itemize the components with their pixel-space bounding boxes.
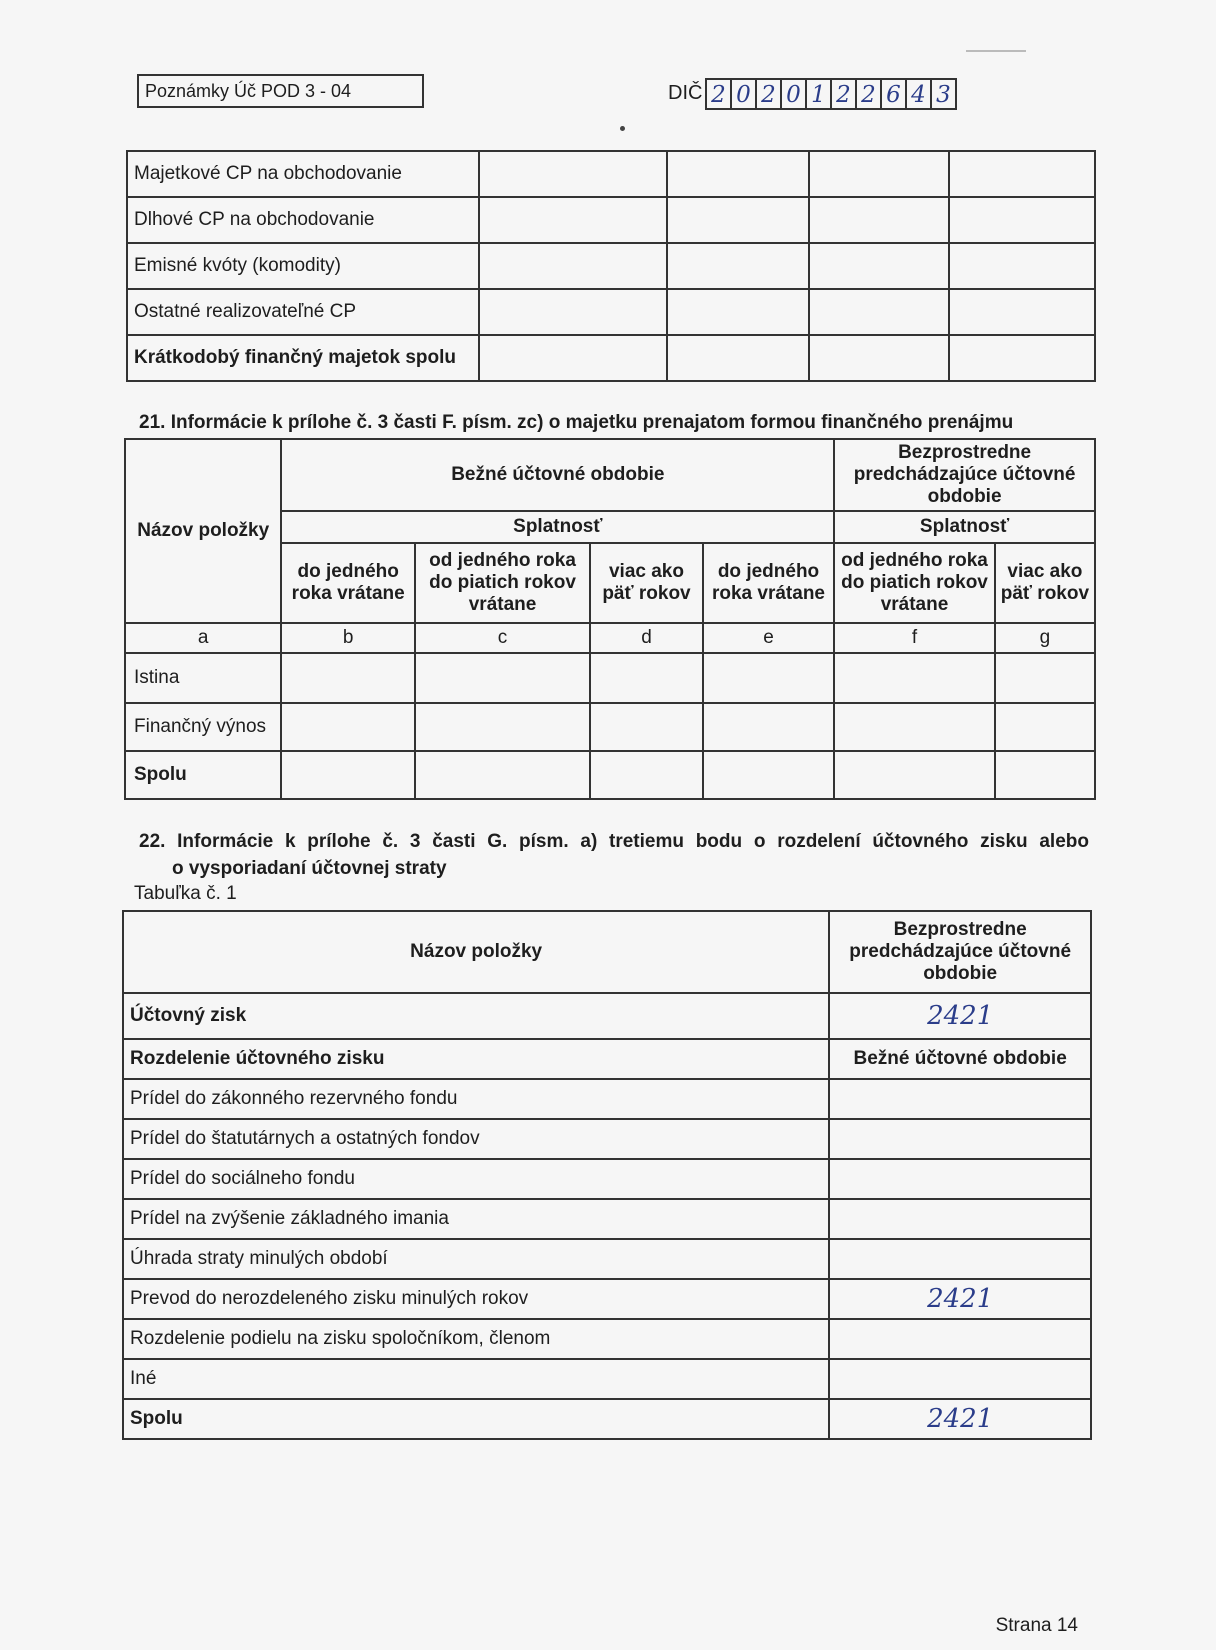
table-label: Tabuľka č. 1 xyxy=(134,883,237,904)
maturity-header: Splatnosť xyxy=(834,511,1095,543)
finance-lease-table xyxy=(124,438,1096,800)
maturity-col: do jedného roka vrátane xyxy=(703,543,834,623)
table-row xyxy=(123,1279,1091,1319)
value-cell[interactable] xyxy=(995,751,1095,799)
dic-digit: 2 xyxy=(755,78,782,110)
table-row xyxy=(127,151,1095,197)
section-22-title-cont: o vysporiadaní účtovnej straty xyxy=(172,858,447,879)
value-cell[interactable] xyxy=(829,1199,1091,1239)
maturity-col: viac ako päť rokov xyxy=(590,543,703,623)
table-row xyxy=(125,751,1095,799)
maturity-col: od jedného roka do piatich rokov vrátane xyxy=(834,543,995,623)
col-letter: a xyxy=(125,623,281,653)
dic-label: DIČ xyxy=(668,82,703,104)
value-cell[interactable] xyxy=(834,653,995,703)
row-label: Rozdelenie podielu na zisku spoločníkom, členom xyxy=(123,1319,829,1359)
value-cell[interactable] xyxy=(703,751,834,799)
value-cell[interactable] xyxy=(415,653,590,703)
value-cell[interactable]: 2421 xyxy=(829,1279,1091,1319)
value-cell[interactable] xyxy=(995,703,1095,751)
col-letter: f xyxy=(834,623,995,653)
row-label: Prevod do nerozdeleného zisku minulých rokov xyxy=(123,1279,829,1319)
value-cell[interactable] xyxy=(829,1159,1091,1199)
value-cell[interactable] xyxy=(479,243,667,289)
value-cell[interactable] xyxy=(667,289,809,335)
table-row xyxy=(123,993,1091,1039)
row-label: Spolu xyxy=(125,751,281,799)
value-cell[interactable] xyxy=(809,335,950,381)
value-cell[interactable] xyxy=(590,751,703,799)
page-number: Strana 14 xyxy=(995,1615,1078,1636)
total-value[interactable]: 2421 xyxy=(829,1399,1091,1439)
value-cell[interactable] xyxy=(479,335,667,381)
value-cell[interactable] xyxy=(667,243,809,289)
value-cell[interactable] xyxy=(281,751,415,799)
table-row xyxy=(125,703,1095,751)
value-cell[interactable] xyxy=(834,751,995,799)
value-cell[interactable] xyxy=(809,289,950,335)
value-cell[interactable] xyxy=(590,653,703,703)
profit-value[interactable]: 2421 xyxy=(829,993,1091,1039)
row-label: Iné xyxy=(123,1359,829,1399)
table-row xyxy=(127,243,1095,289)
value-cell[interactable] xyxy=(949,243,1095,289)
row-label: Emisné kvóty (komodity) xyxy=(127,243,479,289)
col-letter: g xyxy=(995,623,1095,653)
value-cell[interactable] xyxy=(809,243,950,289)
short-term-financial-table xyxy=(126,150,1096,382)
dic-digit: 0 xyxy=(780,78,807,110)
value-cell[interactable] xyxy=(995,653,1095,703)
value-cell[interactable] xyxy=(281,703,415,751)
row-label: Prídel do zákonného rezervného fondu xyxy=(123,1079,829,1119)
section-22-title: 22. Informácie k prílohe č. 3 časti G. písm. a) tretiemu bodu o rozdelení účtovného zisku alebo xyxy=(139,831,1089,852)
section-21-title: 21. Informácie k prílohe č. 3 časti F. písm. zc) o majetku prenajatom formou finančného prenájmu xyxy=(139,412,1014,433)
value-cell[interactable] xyxy=(829,1239,1091,1279)
dic-field xyxy=(707,78,957,110)
value-cell[interactable] xyxy=(281,653,415,703)
row-label: Istina xyxy=(125,653,281,703)
value-cell[interactable] xyxy=(829,1359,1091,1399)
value-cell[interactable] xyxy=(415,751,590,799)
dic-digit: 0 xyxy=(730,78,757,110)
col-letter: b xyxy=(281,623,415,653)
value-cell[interactable] xyxy=(829,1319,1091,1359)
value-cell[interactable] xyxy=(809,197,950,243)
dic-digit: 2 xyxy=(830,78,857,110)
form-label: Poznámky Úč POD 3 - 04 xyxy=(137,74,424,108)
value-cell[interactable] xyxy=(949,197,1095,243)
value-cell[interactable] xyxy=(479,151,667,197)
value-cell[interactable] xyxy=(703,703,834,751)
table-row xyxy=(127,335,1095,381)
col-letter: e xyxy=(703,623,834,653)
table-row xyxy=(123,1119,1091,1159)
current-period-header: Bežné účtovné obdobie xyxy=(829,1039,1091,1079)
table-row xyxy=(123,1359,1091,1399)
value-cell[interactable] xyxy=(667,151,809,197)
table-row xyxy=(123,1159,1091,1199)
distribution-label: Rozdelenie účtovného zisku xyxy=(123,1039,829,1079)
row-label: Finančný výnos xyxy=(125,703,281,751)
value-cell[interactable] xyxy=(703,653,834,703)
value-cell[interactable] xyxy=(479,197,667,243)
profit-label: Účtovný zisk xyxy=(123,993,829,1039)
dic-digit: 6 xyxy=(880,78,907,110)
col-header-previous: Bezprostredne predchádzajúce účtovné obdobie xyxy=(829,911,1091,993)
table-row xyxy=(127,289,1095,335)
value-cell[interactable] xyxy=(949,335,1095,381)
scan-mark xyxy=(966,50,1026,52)
value-cell[interactable] xyxy=(809,151,950,197)
value-cell[interactable] xyxy=(834,703,995,751)
table-row xyxy=(125,653,1095,703)
table-row xyxy=(123,1079,1091,1119)
table-row xyxy=(123,1319,1091,1359)
table-row xyxy=(123,1199,1091,1239)
maturity-col: do jedného roka vrátane xyxy=(281,543,415,623)
letter-row xyxy=(125,623,1095,653)
profit-distribution-table xyxy=(122,910,1092,1440)
maturity-col: viac ako päť rokov xyxy=(995,543,1095,623)
row-label: Majetkové CP na obchodovanie xyxy=(127,151,479,197)
dic-digit: 4 xyxy=(905,78,932,110)
maturity-col: od jedného roka do piatich rokov vrátane xyxy=(415,543,590,623)
value-cell[interactable] xyxy=(667,335,809,381)
row-label: Úhrada straty minulých období xyxy=(123,1239,829,1279)
value-cell[interactable] xyxy=(949,289,1095,335)
row-label: Prídel do štatutárnych a ostatných fondov xyxy=(123,1119,829,1159)
value-cell[interactable] xyxy=(415,703,590,751)
dic-digit: 2 xyxy=(855,78,882,110)
row-label: Prídel na zvýšenie základného imania xyxy=(123,1199,829,1239)
value-cell[interactable] xyxy=(590,703,703,751)
table-row xyxy=(123,1239,1091,1279)
dic-digit: 3 xyxy=(930,78,957,110)
col-header-name: Názov položky xyxy=(123,911,829,993)
row-label: Ostatné realizovateľné CP xyxy=(127,289,479,335)
table-row xyxy=(127,197,1095,243)
col-letter: d xyxy=(590,623,703,653)
scan-dot xyxy=(620,126,625,131)
maturity-header: Splatnosť xyxy=(281,511,834,543)
dic-digit: 1 xyxy=(805,78,832,110)
value-cell[interactable] xyxy=(667,197,809,243)
row-label: Krátkodobý finančný majetok spolu xyxy=(127,335,479,381)
total-label: Spolu xyxy=(123,1399,829,1439)
row-label: Prídel do sociálneho fondu xyxy=(123,1159,829,1199)
table-row xyxy=(123,1399,1091,1439)
value-cell[interactable] xyxy=(829,1119,1091,1159)
value-cell[interactable] xyxy=(949,151,1095,197)
col-header-name: Názov položky xyxy=(125,439,281,623)
dic-digit: 2 xyxy=(705,78,732,110)
col-letter: c xyxy=(415,623,590,653)
col-header-previous: Bezprostredne predchádzajúce účtovné obdobie xyxy=(834,439,1095,511)
row-label: Dlhové CP na obchodovanie xyxy=(127,197,479,243)
value-cell[interactable] xyxy=(829,1079,1091,1119)
value-cell[interactable] xyxy=(479,289,667,335)
table-row xyxy=(123,1039,1091,1079)
col-header-current: Bežné účtovné obdobie xyxy=(281,439,834,511)
